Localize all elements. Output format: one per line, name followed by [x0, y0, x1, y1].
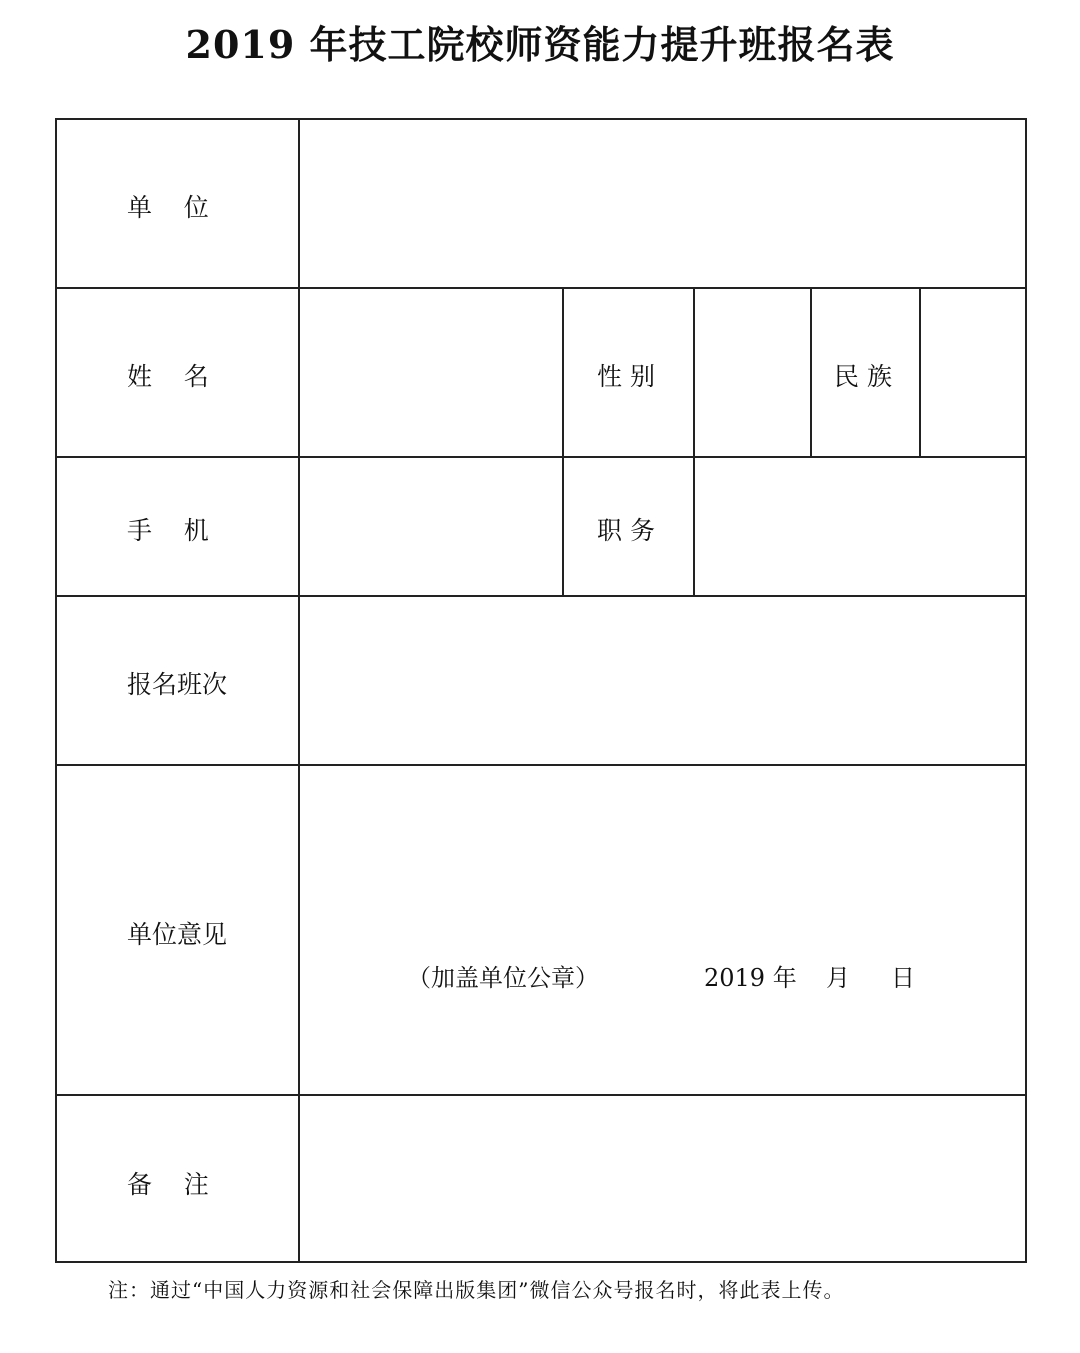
ethnicity-field[interactable]: [921, 289, 1025, 456]
class-field[interactable]: [300, 597, 1025, 764]
position-field[interactable]: [695, 458, 1025, 595]
gender-field[interactable]: [695, 289, 810, 456]
remarks-field[interactable]: [300, 1096, 1025, 1261]
registration-form: [55, 118, 1027, 1263]
footer-note: 注：通过“中国人力资源和社会保障出版集团”微信公众号报名时，将此表上传。: [108, 1278, 845, 1302]
opinion-label: 单位意见: [127, 920, 228, 949]
remarks-label: 备 注: [127, 1170, 209, 1199]
seal-note: （加盖单位公章）: [407, 964, 599, 992]
position-label: 职 务: [597, 516, 655, 545]
cell-divider: [810, 287, 812, 456]
opinion-month: 月: [826, 964, 850, 992]
opinion-field[interactable]: [300, 766, 1025, 1094]
name-label: 姓 名: [127, 362, 209, 391]
cell-divider: [562, 287, 564, 595]
unit-label: 单 位: [127, 193, 209, 222]
form-title: 2019 年技工院校师资能力提升班报名表: [185, 22, 895, 67]
class-label: 报名班次: [127, 670, 228, 699]
unit-field[interactable]: [300, 120, 1025, 287]
phone-field[interactable]: [300, 458, 562, 595]
gender-label: 性 别: [597, 362, 655, 391]
phone-label: 手 机: [127, 516, 209, 545]
opinion-day: 日: [891, 964, 915, 992]
opinion-year: 2019 年: [704, 964, 797, 992]
ethnicity-label: 民 族: [834, 362, 892, 391]
name-field[interactable]: [300, 289, 562, 456]
